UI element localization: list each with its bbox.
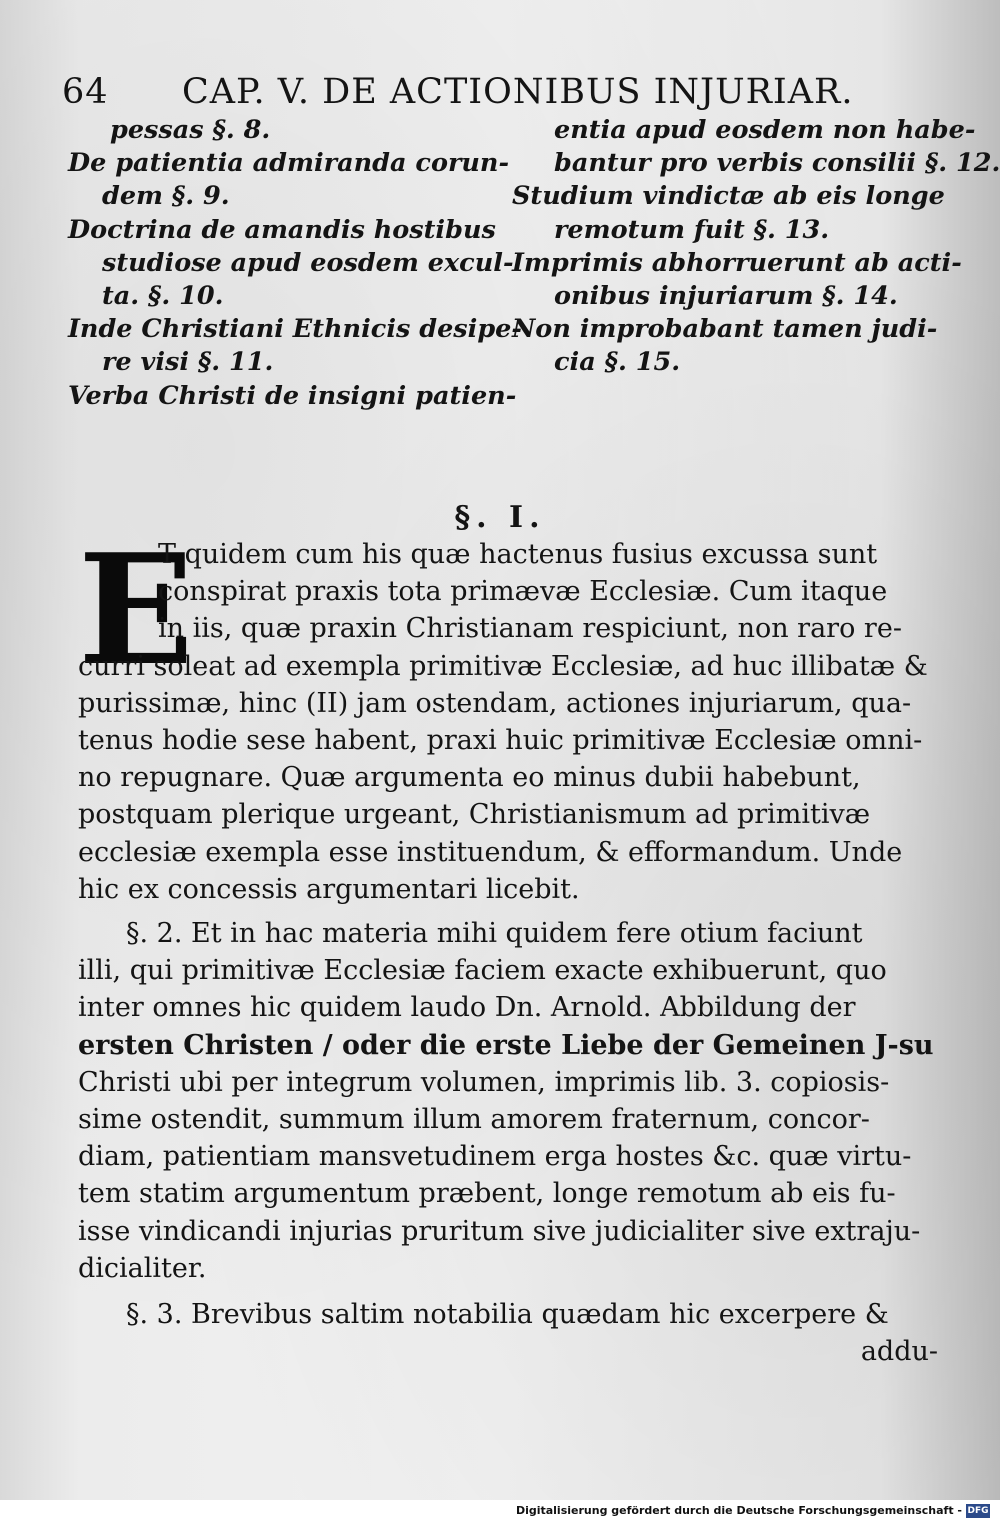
summary-line: Verba Christi de insigni patien-: [68, 380, 517, 411]
catchword: addu-: [860, 1336, 938, 1368]
summary-column-right: [512, 114, 1000, 380]
summary-line: ta. §. 10.: [102, 281, 224, 312]
text-line: conspirat praxis tota primævæ Ecclesiæ. Cum itaque: [158, 576, 888, 608]
summary-line: entia apud eosdem non habe-: [554, 115, 976, 145]
summary-line: onibus injuriarum §. 14.: [554, 281, 898, 312]
text-line: ecclesiæ exempla esse instituendum, & efformandum. Unde: [78, 836, 903, 868]
text-line: §. 2. Et in hac materia mihi quidem fere otium faciunt: [126, 918, 863, 949]
text-line: hic ex concessis argumentari licebit.: [78, 873, 580, 905]
summary-line: Doctrina de amandis hostibus: [68, 214, 496, 245]
drop-cap-initial: E: [78, 520, 194, 699]
footer-credit: Digitalisierung gefördert durch die Deutsche Forschungsgemeinschaft -: [515, 1504, 962, 1517]
text-line: ersten Christen / oder die erste Liebe der Gemeinen J-su: [78, 1029, 934, 1061]
summary-column-left: [68, 114, 522, 413]
text-line: dicialiter.: [78, 1252, 207, 1284]
text-line: in iis, quæ praxin Christianam respiciunt, non raro re-: [158, 613, 902, 645]
summary-line: Inde Christiani Ethnicis desipe-: [68, 314, 522, 345]
text-line: diam, patientiam mansvetudinem erga hostes &c. quæ virtu-: [78, 1141, 912, 1173]
summary-line: cia §. 15.: [554, 347, 681, 378]
running-title: CAP. V. DE ACTIONIBUS INJURIAR.: [182, 72, 854, 112]
summary-line: De patientia admiranda corun-: [68, 148, 510, 179]
text-line: T quidem cum his quæ hactenus fusius excussa sunt: [158, 539, 878, 570]
summary-line: Imprimis abhorruerunt ab acti-: [512, 247, 962, 278]
page-number: 64: [62, 72, 109, 112]
text-line: curri soleat ad exempla primitivæ Ecclesiæ, ad huc illibatæ &: [78, 650, 928, 682]
text-line: illi, qui primitivæ Ecclesiæ faciem exacte exhibuerunt, quo: [78, 955, 887, 987]
section-heading: §. I.: [454, 500, 546, 535]
text-line: purissimæ, hinc (II) jam ostendam, actiones injuriarum, qua-: [78, 687, 912, 719]
text-line: inter omnes hic quidem laudo Dn. Arnold. Abbildung der: [78, 992, 856, 1024]
summary-line: pessas §. 8.: [110, 115, 271, 145]
text-line: tenus hodie sese habent, praxi huic primitivæ Ecclesiæ omni-: [78, 725, 923, 757]
digitization-footer: [0, 1500, 1000, 1523]
summary-line: studiose apud eosdem excul-: [102, 247, 514, 278]
text-line: no repugnare. Quæ argumenta eo minus dubii habebunt,: [78, 762, 861, 794]
paragraph-3: [78, 1296, 938, 1370]
summary-line: Non improbabant tamen judi-: [512, 314, 938, 345]
dfg-logo: DFG: [967, 1506, 989, 1516]
summary-line: re visi §. 11.: [102, 347, 274, 378]
text-line: tem statim argumentum præbent, longe remotum ab eis fu-: [78, 1178, 896, 1210]
summary-line: Studium vindictæ ab eis longe: [512, 181, 945, 212]
summary-line: dem §. 9.: [102, 181, 230, 212]
text-line: postquam plerique urgeant, Christianismum ad primitivæ: [78, 799, 871, 831]
summary-line: bantur pro verbis consilii §. 12.: [554, 148, 1000, 179]
text-line: isse vindicandi injurias pruritum sive judicialiter sive extraju-: [78, 1215, 921, 1247]
text-line: sime ostendit, summum illum amorem fraternum, concor-: [78, 1104, 870, 1136]
text-line: §. 3. Brevibus saltim notabilia quædam hic excerpere &: [126, 1299, 889, 1330]
summary-line: remotum fuit §. 13.: [554, 214, 830, 245]
paragraph-1: [78, 520, 938, 908]
text-line: Christi ubi per integrum volumen, imprimis lib. 3. copiosis-: [78, 1066, 890, 1098]
paragraph-2: [78, 915, 938, 1287]
